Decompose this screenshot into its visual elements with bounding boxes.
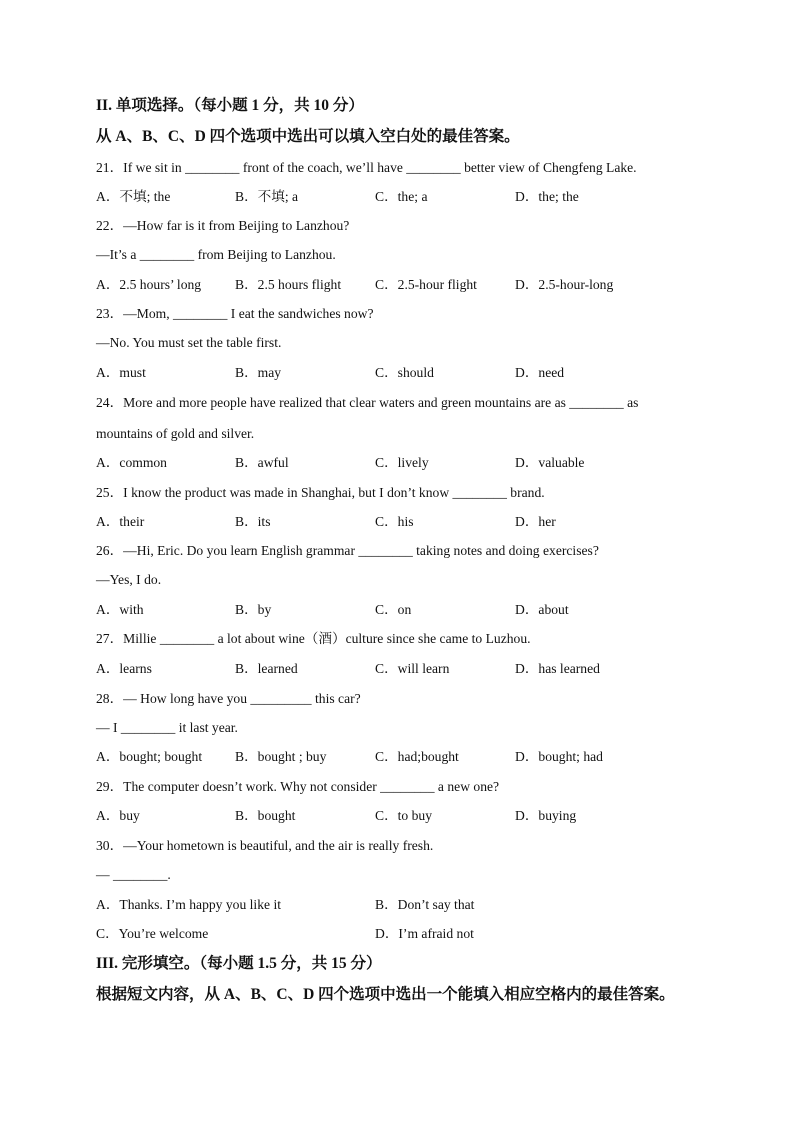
question-30-option-c: C．You’re welcome [96,926,209,941]
question-21-option-b: B．不填; a [235,189,299,204]
question-23-option-d: D．need [515,365,565,380]
question-28-option-d: D．bought; had [515,749,603,764]
question-21-option-d: D．the; the [515,189,579,204]
question-29-option-a: A．buy [96,808,140,823]
question-29-option-c: C．to buy [375,808,433,823]
question-26-option-c: C．on [375,602,412,617]
question-21-option-c: C．the; a [375,189,428,204]
question-24-option-a: A．common [96,455,167,470]
question-24-option-c: C．lively [375,455,429,470]
question-25-option-b: B．its [235,514,271,529]
question-22-option-b: B．2.5 hours flight [235,277,342,292]
question-28-option-c: C．had;bought [375,749,459,764]
question-28-stem-line-2: — I ________ it last year. [96,720,238,735]
question-26-stem: 26．—Hi, Eric. Do you learn English grammar ________ taking notes and doing exercises? [96,543,599,558]
question-24-option-d: D．valuable [515,455,585,470]
question-30-stem-line-2: — ________. [96,867,171,882]
question-30-stem: 30．—Your hometown is beautiful, and the air is really fresh. [96,838,434,853]
question-25-option-c: C．his [375,514,414,529]
question-30-option-a: A．Thanks. I’m happy you like it [96,897,281,912]
question-23-stem-line-2: —No. You must set the table first. [96,335,282,350]
question-28-stem: 28．— How long have you _________ this car? [96,691,361,706]
question-25-stem: 25．I know the product was made in Shanghai, but I don’t know ________ brand. [96,485,545,500]
question-22-option-c: C．2.5-hour flight [375,277,477,292]
question-22-stem: 22．—How far is it from Beijing to Lanzhou? [96,218,350,233]
question-27-option-c: C．will learn [375,661,450,676]
question-27-option-a: A．learns [96,661,152,676]
question-25-option-d: D．her [515,514,556,529]
question-29-option-d: D．buying [515,808,577,823]
question-26-option-d: D．about [515,602,569,617]
question-24-stem: 24．More and more people have realized that clear waters and green mountains are as ________ as [96,395,639,410]
question-24-stem-line-2: mountains of gold and silver. [96,426,255,441]
question-23-option-b: B．may [235,365,282,380]
question-29-option-b: B．bought [235,808,296,823]
question-23-stem: 23．—Mom, ________ I eat the sandwiches now? [96,306,374,321]
question-28-option-b: B．bought ; buy [235,749,327,764]
question-22-stem-line-2: —It’s a ________ from Beijing to Lanzhou. [96,247,336,262]
question-30-option-d: D．I’m afraid not [375,926,474,941]
question-24-option-b: B．awful [235,455,289,470]
section-3-instruction: 根据短文内容，从 A、B、C、D 四个选项中选出一个能填入相应空格内的最佳答案。 [96,986,675,1003]
question-22-option-a: A．2.5 hours’ long [96,277,202,292]
question-27-stem: 27．Millie ________ a lot about wine（酒）culture since she came to Luzhou. [96,631,531,646]
question-23-option-c: C．should [375,365,434,380]
question-26-option-a: A．with [96,602,144,617]
question-29-stem: 29．The computer doesn’t work. Why not consider ________ a new one? [96,779,500,794]
question-21-stem: 21．If we sit in ________ front of the coach, we’ll have ________ better view of Chengfeng Lake. [96,160,637,175]
section-2-title: II. 单项选择。（每小题 1 分，共 10 分） [96,97,364,114]
question-23-option-a: A．must [96,365,146,380]
question-25-option-a: A．their [96,514,145,529]
question-26-stem-line-2: —Yes, I do. [96,572,162,587]
section-2-instruction: 从 A、B、C、D 四个选项中选出可以填入空白处的最佳答案。 [96,128,520,145]
question-30-option-b: B．Don’t say that [375,897,475,912]
question-21-option-a: A．不填; the [96,189,171,204]
question-28-option-a: A．bought; bought [96,749,203,764]
question-22-option-d: D．2.5-hour-long [515,277,614,292]
question-27-option-d: D．has learned [515,661,600,676]
question-26-option-b: B．by [235,602,272,617]
question-27-option-b: B．learned [235,661,298,676]
section-3-title: III. 完形填空。（每小题 1.5 分，共 15 分） [96,955,382,972]
